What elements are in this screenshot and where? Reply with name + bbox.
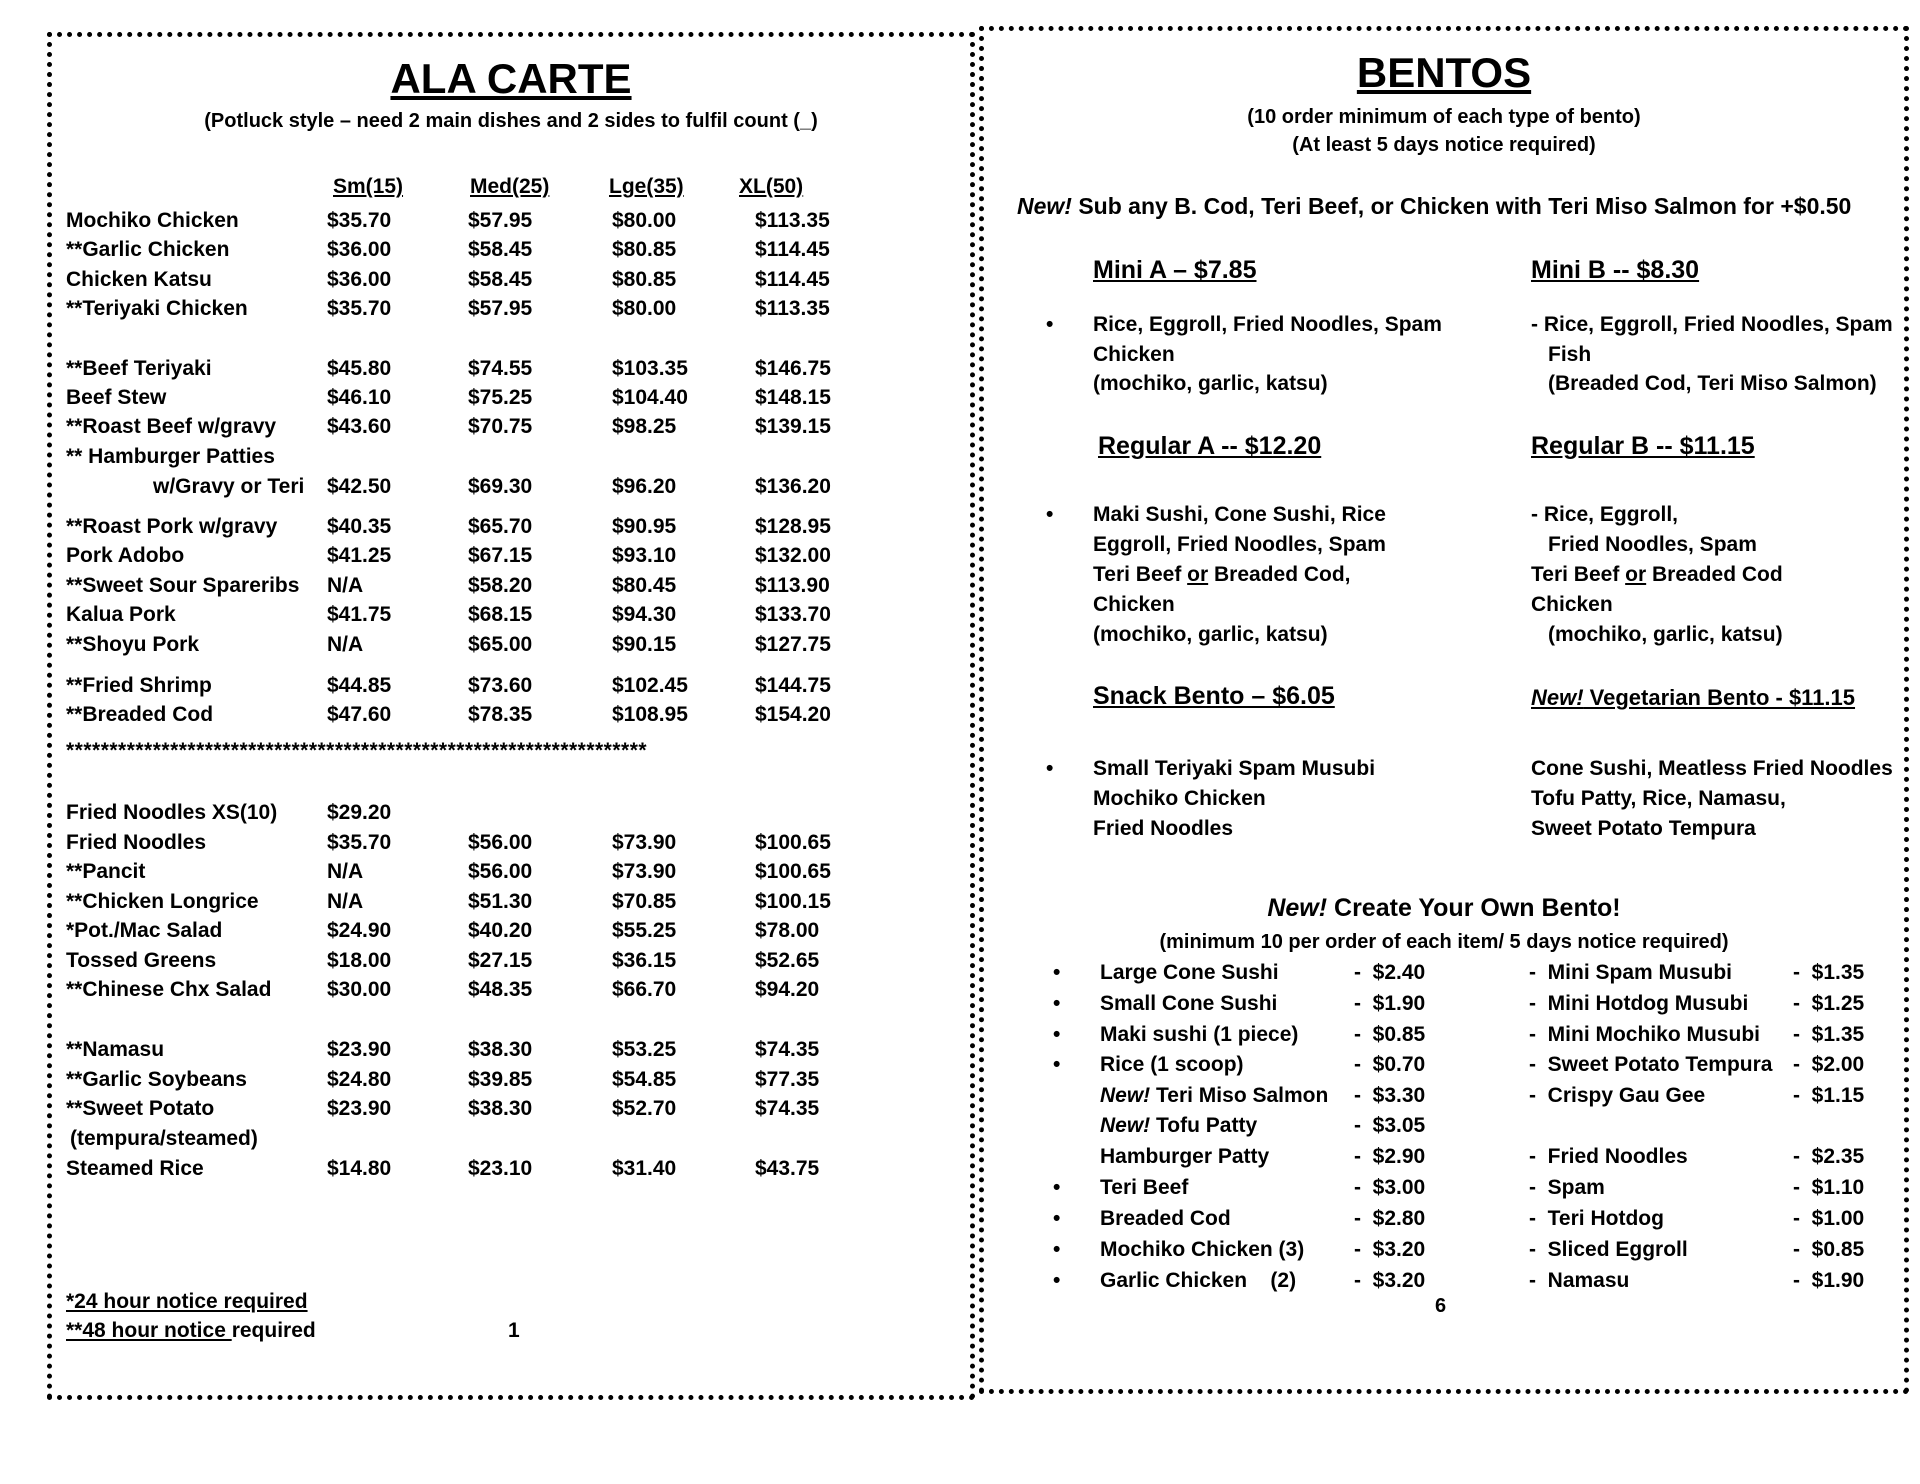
cyo-item-label: Breaded Cod xyxy=(1100,1207,1231,1230)
bullet-snack: • xyxy=(1046,757,1054,780)
price-sm: $18.00 xyxy=(327,949,392,972)
price-med: $27.15 xyxy=(468,949,533,972)
regular-a-line: Maki Sushi, Cone Sushi, Rice xyxy=(1093,503,1386,526)
note-24-hour: *24 hour notice required xyxy=(66,1290,308,1313)
price-sm: N/A xyxy=(327,890,364,913)
dish-name: **Chinese Chx Salad xyxy=(66,978,272,1001)
cyo-item-name: - Spam xyxy=(1529,1176,1605,1199)
price-xl: $133.70 xyxy=(755,603,831,626)
price-lge: $36.15 xyxy=(612,949,677,972)
cyo-item-label: Teri Beef xyxy=(1100,1176,1189,1199)
bullet-regular-a: • xyxy=(1046,503,1054,526)
cyo-item-name: - Sliced Eggroll xyxy=(1529,1238,1688,1261)
price-med: $69.30 xyxy=(468,475,533,498)
cyo-item-price: - $2.80 xyxy=(1354,1207,1426,1230)
dish-name: **Roast Beef w/gravy xyxy=(66,415,277,438)
cyo-item-price: - $1.90 xyxy=(1354,992,1426,1015)
mini-a-line: Chicken xyxy=(1093,343,1175,366)
page-number-right: 6 xyxy=(1435,1295,1447,1317)
price-sm: $24.90 xyxy=(327,919,392,942)
cyo-item-label: Garlic Chicken (2) xyxy=(1100,1269,1297,1292)
price-sm: $35.70 xyxy=(327,831,392,854)
price-xl: $139.15 xyxy=(755,415,831,438)
price-lge: $80.00 xyxy=(612,297,677,320)
price-sm: $30.00 xyxy=(327,978,392,1001)
price-med: $73.60 xyxy=(468,674,533,697)
cyo-item-price: - $2.40 xyxy=(1354,961,1426,984)
price-med: $75.25 xyxy=(468,386,533,409)
cyo-item-price: - $1.15 xyxy=(1793,1084,1865,1107)
veg-line: Sweet Potato Tempura xyxy=(1531,817,1756,840)
price-xl: $146.75 xyxy=(755,357,831,380)
price-sm: $36.00 xyxy=(327,268,392,291)
cyo-item-name xyxy=(1100,992,1277,1016)
regular-b-line: Fried Noodles, Spam xyxy=(1548,533,1757,556)
cyo-item-price: - $2.90 xyxy=(1354,1145,1426,1168)
price-sm: $23.90 xyxy=(327,1097,392,1120)
price-lge: $94.30 xyxy=(612,603,677,626)
cyo-item-label: Tofu Patty xyxy=(1150,1114,1258,1137)
price-med: $65.70 xyxy=(468,515,533,538)
snack-line: Small Teriyaki Spam Musubi xyxy=(1093,757,1376,780)
note-48-hour-required: required xyxy=(231,1319,316,1342)
snack-line: Mochiko Chicken xyxy=(1093,787,1266,810)
bullet-mini-a: • xyxy=(1046,313,1054,336)
regular-a-line: Eggroll, Fried Noodles, Spam xyxy=(1093,533,1386,556)
cyo-item-price: - $1.00 xyxy=(1793,1207,1865,1230)
regular-a-line-part: Teri Beef xyxy=(1093,563,1188,586)
price-lge: $55.25 xyxy=(612,919,677,942)
mini-a-title: Mini A – $7.85 xyxy=(1093,256,1257,284)
dish-name: **Sweet Sour Spareribs xyxy=(66,574,300,597)
price-sm: $29.20 xyxy=(327,801,392,824)
note-48-hour-label: **48 hour notice xyxy=(66,1319,232,1342)
price-xl: $128.95 xyxy=(755,515,831,538)
price-sm: $14.80 xyxy=(327,1157,392,1180)
regular-b-line xyxy=(1531,563,1783,587)
regular-b-line-part: Teri Beef xyxy=(1531,563,1626,586)
cyo-item-name: - Namasu xyxy=(1529,1269,1630,1292)
size-header: XL(50) xyxy=(739,175,804,198)
price-lge: $70.85 xyxy=(612,890,677,913)
price-sm: $43.60 xyxy=(327,415,392,438)
price-xl: $52.65 xyxy=(755,949,820,972)
cyo-item-name: - Crispy Gau Gee xyxy=(1529,1084,1706,1107)
page-number-left: 1 xyxy=(508,1319,520,1342)
dish-name: **Roast Pork w/gravy xyxy=(66,515,278,538)
price-xl: $113.35 xyxy=(755,297,830,320)
cyo-item-price: - $1.90 xyxy=(1793,1269,1865,1292)
cyo-item-name xyxy=(1100,1084,1328,1108)
price-med: $74.55 xyxy=(468,357,533,380)
cyo-item-label: Small Cone Sushi xyxy=(1100,992,1278,1015)
cyo-item-name: - Teri Hotdog xyxy=(1529,1207,1664,1230)
price-lge: $98.25 xyxy=(612,415,677,438)
cyo-item-name xyxy=(1100,1145,1269,1169)
price-lge: $80.85 xyxy=(612,238,677,261)
snack-line: Fried Noodles xyxy=(1093,817,1234,840)
cyo-item-name: - Mini Mochiko Musubi xyxy=(1529,1023,1760,1046)
cyo-item-price: - $1.35 xyxy=(1793,1023,1865,1046)
price-xl: $94.20 xyxy=(755,978,820,1001)
cyo-item-price: - $3.20 xyxy=(1354,1238,1426,1261)
price-xl: $136.20 xyxy=(755,475,831,498)
cyo-item-name xyxy=(1100,1176,1188,1200)
cyo-item-name xyxy=(1100,1207,1231,1231)
price-sm: $45.80 xyxy=(327,357,392,380)
cyo-item-name xyxy=(1100,1053,1244,1077)
regular-b-line: Chicken xyxy=(1531,593,1613,616)
cyo-item-price: - $0.85 xyxy=(1793,1238,1865,1261)
dish-name: Fried Noodles XS(10) xyxy=(66,801,278,824)
dish-name: Steamed Rice xyxy=(66,1157,204,1180)
mini-a-line: (mochiko, garlic, katsu) xyxy=(1093,372,1328,395)
size-header: Med(25) xyxy=(470,175,550,198)
bullet: • xyxy=(1053,1238,1061,1261)
cyo-item-name: - Mini Hotdog Musubi xyxy=(1529,992,1749,1015)
cyo-item-name: - Fried Noodles xyxy=(1529,1145,1688,1168)
snack-bento-title: Snack Bento – $6.05 xyxy=(1093,682,1335,710)
regular-b-line-part: Breaded Cod xyxy=(1646,563,1783,586)
price-sm: $41.75 xyxy=(327,603,392,626)
price-sm: $44.85 xyxy=(327,674,392,697)
price-xl: $114.45 xyxy=(755,238,830,261)
size-header: Lge(35) xyxy=(609,175,684,198)
dish-note: (tempura/steamed) xyxy=(70,1127,258,1150)
bullet: • xyxy=(1053,961,1061,984)
price-xl: $113.35 xyxy=(755,209,830,232)
new-tag: New! xyxy=(1017,193,1072,219)
price-med: $48.35 xyxy=(468,978,533,1001)
price-sm: $40.35 xyxy=(327,515,392,538)
price-lge: $93.10 xyxy=(612,544,677,567)
price-lge: $80.45 xyxy=(612,574,677,597)
ala-carte-title: ALA CARTE xyxy=(390,55,632,102)
price-med: $65.00 xyxy=(468,633,533,656)
dish-name: Fried Noodles xyxy=(66,831,207,854)
regular-b-title: Regular B -- $11.15 xyxy=(1531,432,1755,460)
dish-name: **Pancit xyxy=(66,860,146,883)
or-word: or xyxy=(1187,563,1209,586)
price-med: $67.15 xyxy=(468,544,533,567)
cyo-item-name xyxy=(1100,1114,1257,1138)
regular-a-title: Regular A -- $12.20 xyxy=(1098,432,1322,460)
dish-name: **Chicken Longrice xyxy=(66,890,259,913)
price-med: $39.85 xyxy=(468,1068,533,1091)
price-xl: $114.45 xyxy=(755,268,830,291)
cyo-item-price: - $1.10 xyxy=(1793,1176,1865,1199)
dish-name: Mochiko Chicken xyxy=(66,209,239,232)
new-tag: New! xyxy=(1531,685,1584,710)
price-lge: $108.95 xyxy=(612,703,688,726)
regular-a-line-part: Breaded Cod, xyxy=(1208,563,1351,586)
bullet: • xyxy=(1053,1176,1061,1199)
bullet: • xyxy=(1053,1207,1061,1230)
cyo-subtitle: (minimum 10 per order of each item/ 5 days notice required) xyxy=(1159,931,1729,953)
dish-name: w/Gravy or Teri xyxy=(153,475,305,498)
price-sm: $47.60 xyxy=(327,703,392,726)
mini-a-line: Rice, Eggroll, Fried Noodles, Spam xyxy=(1093,313,1442,336)
price-xl: $43.75 xyxy=(755,1157,820,1180)
cyo-item-price: - $2.35 xyxy=(1793,1145,1865,1168)
bentos-panel xyxy=(979,26,1909,1394)
price-lge: $104.40 xyxy=(612,386,688,409)
price-med: $70.75 xyxy=(468,415,533,438)
new-tag: New! xyxy=(1100,1114,1151,1137)
cyo-item-label: Teri Miso Salmon xyxy=(1150,1084,1329,1107)
veg-bento-title-text: Vegetarian Bento - $11.15 xyxy=(1583,685,1856,710)
cyo-item-label: Rice (1 scoop) xyxy=(1100,1053,1244,1076)
cyo-item-price: - $2.00 xyxy=(1793,1053,1865,1076)
salmon-sub-text: Sub any B. Cod, Teri Beef, or Chicken with Teri Miso Salmon for +$0.50 xyxy=(1071,193,1852,219)
cyo-item-name: - Mini Spam Musubi xyxy=(1529,961,1732,984)
dish-name: **Shoyu Pork xyxy=(66,633,200,656)
dish-name: **Namasu xyxy=(66,1038,165,1061)
price-lge: $96.20 xyxy=(612,475,677,498)
price-lge: $103.35 xyxy=(612,357,688,380)
divider-stars: ******************************************************************* xyxy=(66,739,648,762)
price-lge: $52.70 xyxy=(612,1097,677,1120)
mini-b-line: Fish xyxy=(1548,343,1592,366)
veg-line: Tofu Patty, Rice, Namasu, xyxy=(1531,787,1786,810)
price-sm: $24.80 xyxy=(327,1068,392,1091)
dish-name: **Garlic Chicken xyxy=(66,238,230,261)
bullet: • xyxy=(1053,992,1061,1015)
cyo-item-label: Large Cone Sushi xyxy=(1100,961,1279,984)
price-lge: $80.00 xyxy=(612,209,677,232)
dish-name: Kalua Pork xyxy=(66,603,176,626)
price-med: $58.45 xyxy=(468,268,533,291)
price-med: $58.45 xyxy=(468,238,533,261)
cyo-item-price: - $3.00 xyxy=(1354,1176,1426,1199)
price-lge: $90.95 xyxy=(612,515,677,538)
dish-name: ** Hamburger Patties xyxy=(66,445,275,468)
price-xl: $148.15 xyxy=(755,386,831,409)
cyo-item-name xyxy=(1100,1238,1304,1262)
price-sm: N/A xyxy=(327,574,364,597)
regular-b-line: (mochiko, garlic, katsu) xyxy=(1548,623,1783,646)
regular-a-line xyxy=(1093,563,1351,587)
price-xl: $74.35 xyxy=(755,1097,820,1120)
price-med: $57.95 xyxy=(468,209,533,232)
price-lge: $102.45 xyxy=(612,674,688,697)
dish-name: **Fried Shrimp xyxy=(66,674,212,697)
regular-a-line: Chicken xyxy=(1093,593,1175,616)
cyo-item-price: - $0.85 xyxy=(1354,1023,1426,1046)
ala-carte-subtitle: (Potluck style – need 2 main dishes and 2 sides to fulfil count (_) xyxy=(204,110,818,132)
price-med: $56.00 xyxy=(468,860,533,883)
price-lge: $66.70 xyxy=(612,978,677,1001)
dish-name: *Pot./Mac Salad xyxy=(66,919,223,942)
price-sm: $46.10 xyxy=(327,386,392,409)
mini-b-title: Mini B -- $8.30 xyxy=(1531,256,1700,284)
price-xl: $78.00 xyxy=(755,919,820,942)
bullet: • xyxy=(1053,1023,1061,1046)
price-xl: $100.15 xyxy=(755,890,831,913)
price-sm: $42.50 xyxy=(327,475,392,498)
price-sm: $35.70 xyxy=(327,297,392,320)
salmon-sub-note xyxy=(1017,193,1851,220)
price-med: $57.95 xyxy=(468,297,533,320)
cyo-item-price: - $3.30 xyxy=(1354,1084,1426,1107)
price-sm: $36.00 xyxy=(327,238,392,261)
price-sm: $41.25 xyxy=(327,544,392,567)
price-xl: $100.65 xyxy=(755,831,831,854)
price-lge: $73.90 xyxy=(612,860,677,883)
price-xl: $74.35 xyxy=(755,1038,820,1061)
cyo-item-price: - $1.25 xyxy=(1793,992,1865,1015)
cyo-item-label: Hamburger Patty xyxy=(1100,1145,1270,1168)
dish-name: Beef Stew xyxy=(66,386,167,409)
regular-b-line: - Rice, Eggroll, xyxy=(1531,503,1679,526)
price-xl: $132.00 xyxy=(755,544,831,567)
bullet: • xyxy=(1053,1269,1061,1292)
price-lge: $80.85 xyxy=(612,268,677,291)
veg-line: Cone Sushi, Meatless Fried Noodles xyxy=(1531,757,1893,780)
cyo-item-price: - $0.70 xyxy=(1354,1053,1426,1076)
bullet: • xyxy=(1053,1053,1061,1076)
price-xl: $154.20 xyxy=(755,703,831,726)
price-xl: $77.35 xyxy=(755,1068,820,1091)
price-lge: $31.40 xyxy=(612,1157,677,1180)
bentos-notice: (At least 5 days notice required) xyxy=(1292,134,1596,156)
cyo-item-name xyxy=(1100,961,1279,985)
price-med: $38.30 xyxy=(468,1097,533,1120)
mini-b-line: (Breaded Cod, Teri Miso Salmon) xyxy=(1548,372,1877,395)
dish-name: **Sweet Potato xyxy=(66,1097,215,1120)
cyo-item-name xyxy=(1100,1023,1298,1047)
price-xl: $100.65 xyxy=(755,860,831,883)
price-lge: $54.85 xyxy=(612,1068,677,1091)
dish-name: **Teriyaki Chicken xyxy=(66,297,248,320)
price-sm: N/A xyxy=(327,633,364,656)
price-med: $23.10 xyxy=(468,1157,533,1180)
cyo-item-name: - Sweet Potato Tempura xyxy=(1529,1053,1773,1076)
new-tag: New! xyxy=(1100,1084,1151,1107)
dish-name: Tossed Greens xyxy=(66,949,217,972)
mini-b-line: - Rice, Eggroll, Fried Noodles, Spam xyxy=(1531,313,1893,336)
cyo-item-label: Mochiko Chicken (3) xyxy=(1100,1238,1305,1261)
price-sm: $35.70 xyxy=(327,209,392,232)
dish-name: **Garlic Soybeans xyxy=(66,1068,247,1091)
price-med: $56.00 xyxy=(468,831,533,854)
price-xl: $113.90 xyxy=(755,574,830,597)
cyo-title xyxy=(984,894,1904,923)
price-lge: $53.25 xyxy=(612,1038,677,1061)
price-sm: $23.90 xyxy=(327,1038,392,1061)
or-word: or xyxy=(1625,563,1647,586)
bentos-min-order: (10 order minimum of each type of bento) xyxy=(1247,106,1641,128)
ala-carte-panel xyxy=(47,32,975,1400)
price-xl: $127.75 xyxy=(755,633,831,656)
cyo-item-price: - $3.20 xyxy=(1354,1269,1426,1292)
cyo-item-name xyxy=(1100,1269,1296,1293)
bentos-title: BENTOS xyxy=(1356,49,1532,96)
new-tag: New! xyxy=(1267,894,1328,922)
price-lge: $90.15 xyxy=(612,633,677,656)
size-header: Sm(15) xyxy=(333,175,404,198)
regular-a-line: (mochiko, garlic, katsu) xyxy=(1093,623,1328,646)
price-med: $51.30 xyxy=(468,890,533,913)
dish-name: Pork Adobo xyxy=(66,544,185,567)
price-med: $78.35 xyxy=(468,703,533,726)
cyo-item-price: - $1.35 xyxy=(1793,961,1865,984)
cyo-item-price: - $3.05 xyxy=(1354,1114,1426,1137)
price-med: $38.30 xyxy=(468,1038,533,1061)
price-lge: $73.90 xyxy=(612,831,677,854)
price-med: $40.20 xyxy=(468,919,533,942)
veg-bento-title xyxy=(1531,685,1855,711)
note-48-hour xyxy=(66,1319,316,1343)
dish-name: **Beef Teriyaki xyxy=(66,357,212,380)
dish-name: **Breaded Cod xyxy=(66,703,214,726)
cyo-item-label: Maki sushi (1 piece) xyxy=(1100,1023,1299,1046)
price-med: $68.15 xyxy=(468,603,533,626)
price-xl: $144.75 xyxy=(755,674,831,697)
price-med: $58.20 xyxy=(468,574,533,597)
cyo-title-text: Create Your Own Bento! xyxy=(1327,894,1621,922)
dish-name: Chicken Katsu xyxy=(66,268,212,291)
price-sm: N/A xyxy=(327,860,364,883)
